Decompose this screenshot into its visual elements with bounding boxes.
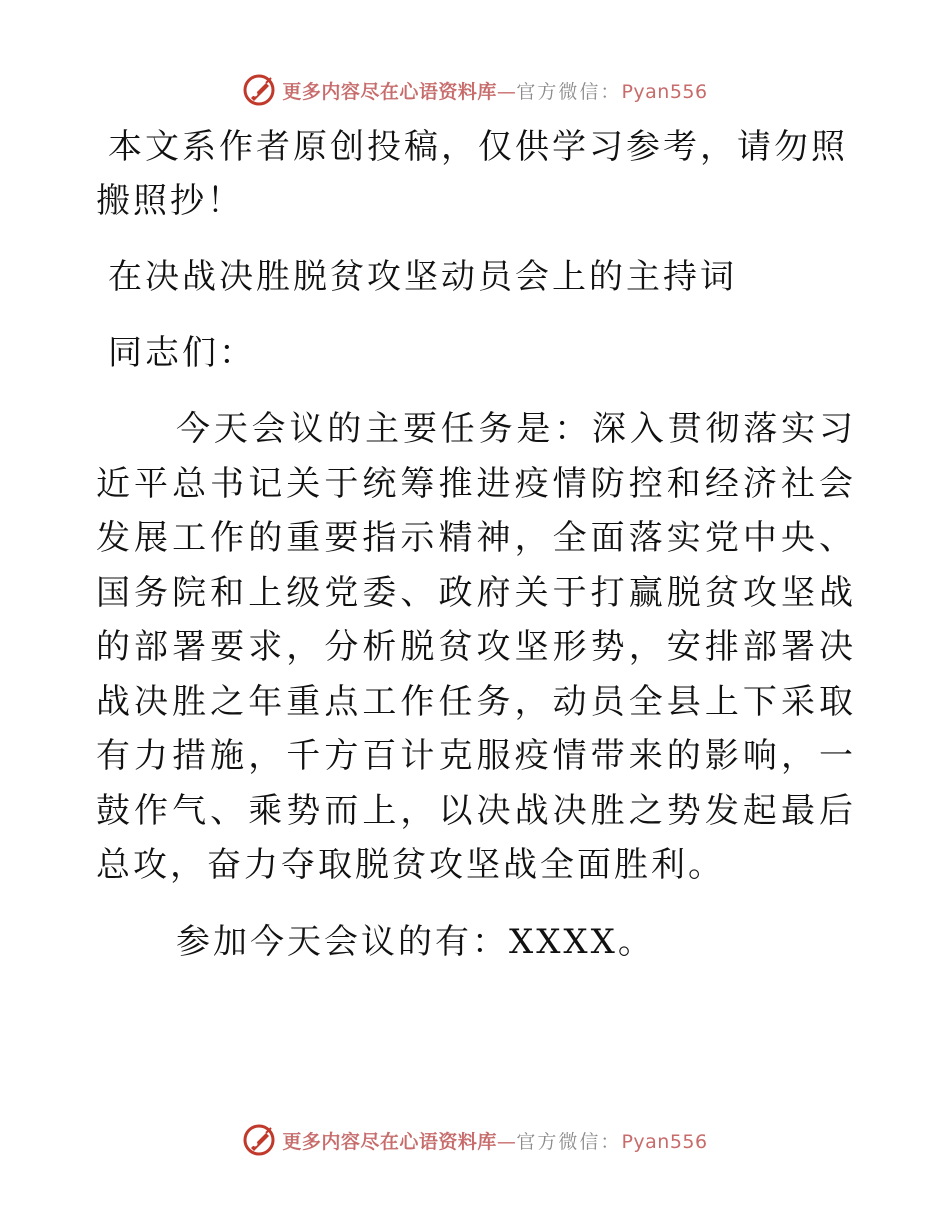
watermark-main-text: 更多内容尽在心语资料库 [282, 80, 497, 103]
watermark-dash: — [496, 1130, 517, 1153]
watermark-wechat-id: Pyan556 [621, 80, 708, 103]
paragraph-main-task: 今天会议的主要任务是：深入贯彻落实习近平总书记关于统筹推进疫情防控和经济社会发展工作的重要指示精神，全面落实党中央、国务院和上级党委、政府关于打赢脱贫攻坚战的部署要求，分析脱贫攻坚形势，安排部署决战决胜之年重点工作任务，动员全县上下采取有力措施，千方百计克服疫情带来的影响，一鼓作气、乘势而上，以决战决胜之势发起最后总攻，奋力夺取脱贫攻坚战全面胜利。 [96, 409, 856, 885]
watermark-official-label: 官方微信： [516, 80, 622, 103]
watermark-wechat-id: Pyan556 [621, 1130, 708, 1153]
greeting: 同志们： [108, 333, 256, 373]
quill-logo-icon [242, 73, 276, 107]
document-body [96, 120, 856, 969]
quill-logo-icon [242, 1123, 276, 1157]
footer-watermark [0, 1120, 950, 1160]
document-title: 在决战决胜脱贫攻坚动员会上的主持词 [108, 257, 737, 297]
paragraph-attendees: 参加今天会议的有：XXXX。 [176, 921, 655, 962]
watermark-official-label: 官方微信： [516, 1130, 622, 1153]
header-watermark [0, 70, 950, 110]
watermark-main-text: 更多内容尽在心语资料库 [282, 1130, 497, 1153]
watermark-dash: — [496, 80, 517, 103]
copyright-notice: 本文系作者原创投稿，仅供学习参考，请勿照搬照抄！ [96, 127, 848, 221]
